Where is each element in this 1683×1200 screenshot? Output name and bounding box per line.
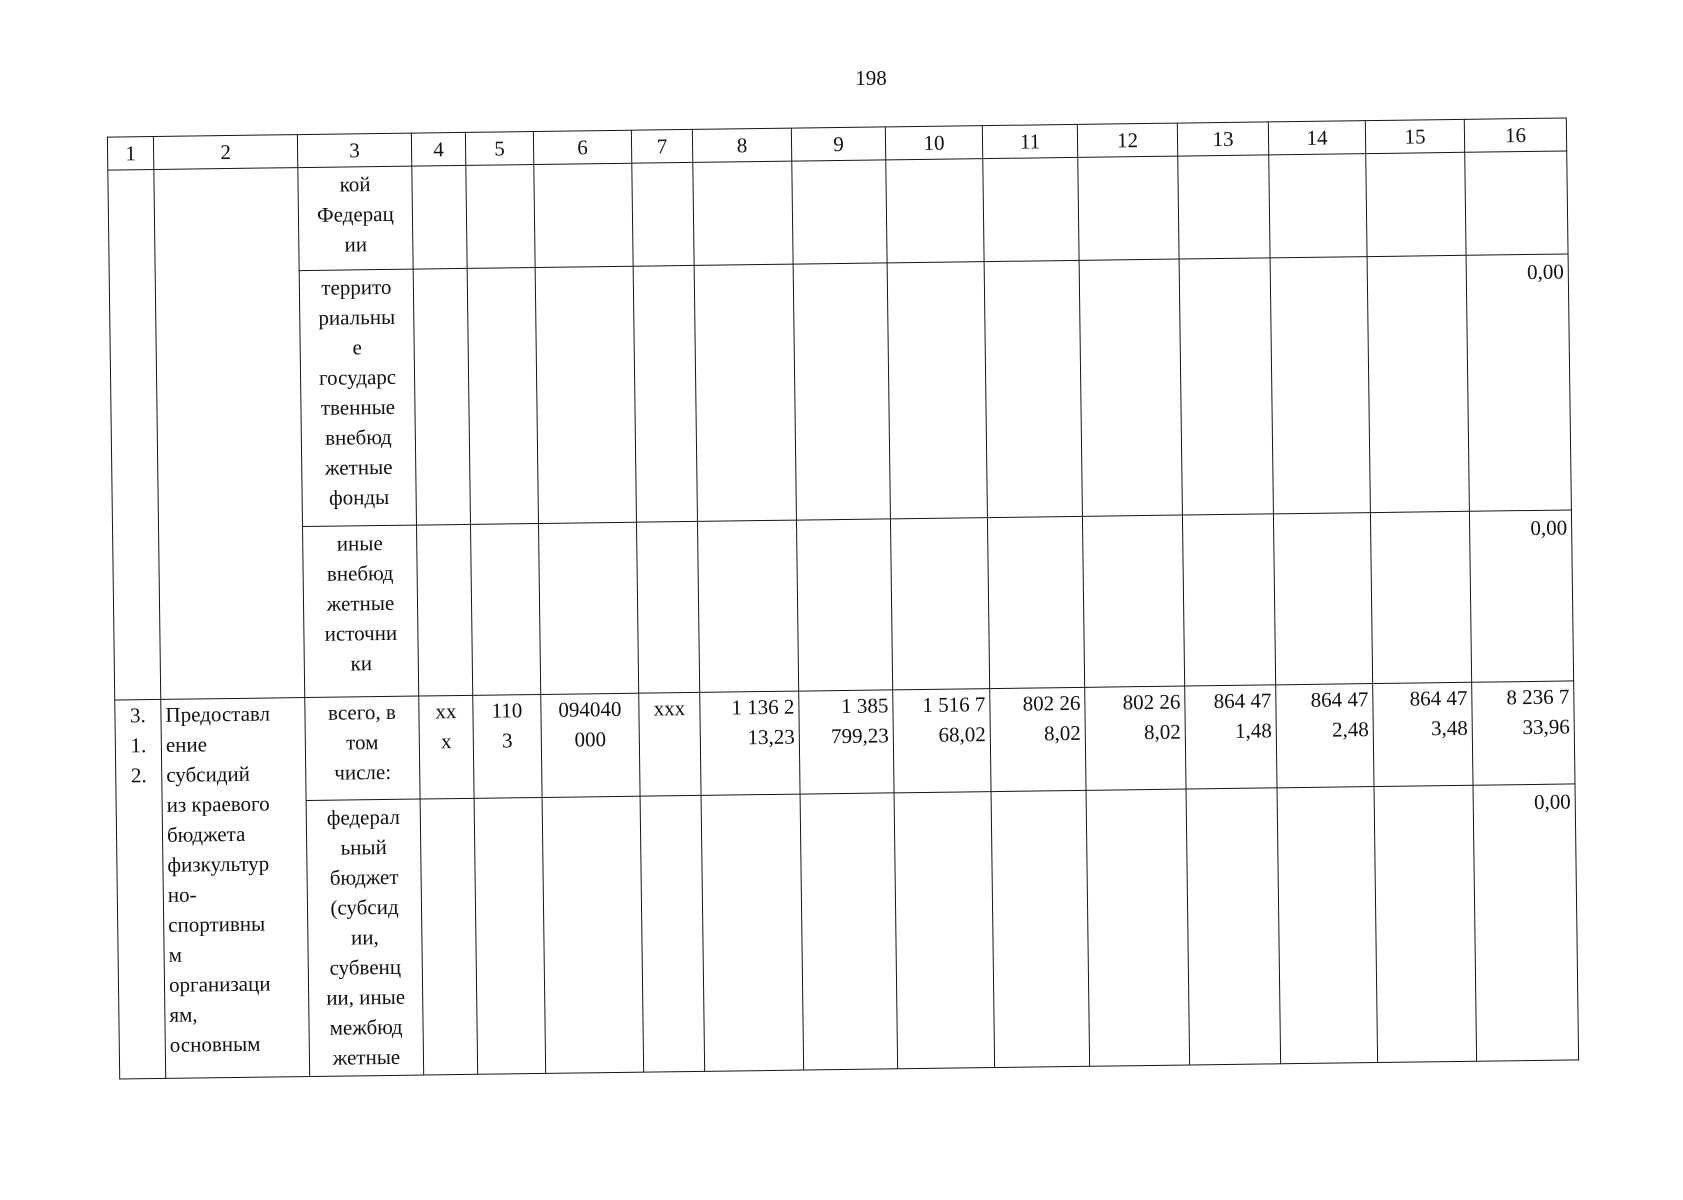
table-row: [109, 254, 1571, 529]
value-cell-c14: [1273, 513, 1372, 685]
value-cell-c7: [633, 265, 697, 522]
value-cell-c10: [894, 792, 995, 1069]
value-cell-c6: [542, 796, 644, 1073]
column-header-2: 2: [153, 135, 297, 170]
value-cell-c12: 802 26 8,02: [1085, 686, 1186, 790]
table-row: [108, 151, 1568, 273]
value-cell-c14: [1277, 787, 1378, 1064]
value-cell-c13: 864 47 1,48: [1185, 685, 1277, 789]
value-cell-c14: 864 47 2,48: [1276, 684, 1374, 788]
value-cell-c10: [890, 518, 989, 690]
page-number: 198: [855, 66, 887, 90]
value-cell-c13: [1186, 788, 1281, 1065]
value-cell-c11: [984, 260, 1082, 517]
value-cell-c8: [694, 264, 796, 521]
value-cell-c6: 094040 000: [541, 693, 640, 797]
value-cell-c16: 0,00: [1466, 254, 1571, 511]
value-cell-c9: [800, 793, 898, 1070]
value-cell-c4: [420, 798, 478, 1075]
value-cell-c7: ххх: [639, 692, 701, 796]
funding-source-cell: федерал ьный бюджет (субсид ии, субвенц ии, иные межбюд жетные: [306, 799, 424, 1076]
value-cell-c14: [1270, 257, 1370, 514]
row-number-cell: [108, 169, 161, 700]
value-cell-c12: [1086, 789, 1190, 1066]
row-number-cell: 3. 1. 2.: [115, 699, 166, 1079]
value-cell-c10: 1 516 7 68,02: [893, 689, 991, 793]
value-cell-c5: 110 3: [473, 694, 542, 798]
value-cell-c10: [887, 262, 987, 519]
value-cell-c15: [1367, 255, 1469, 512]
column-header-10: 10: [885, 126, 982, 160]
value-cell-c13: [1178, 155, 1270, 259]
value-cell-c10: [886, 159, 984, 263]
value-cell-c11: [983, 157, 1079, 261]
table-row: [115, 681, 1575, 803]
table-sheet: [107, 117, 1578, 1079]
value-cell-c6: [534, 163, 633, 267]
value-cell-c4: [412, 165, 467, 269]
value-cell-c14: [1269, 154, 1367, 258]
data-table: [107, 117, 1579, 1079]
value-cell-c8: 1 136 2 13,23: [700, 691, 800, 795]
value-cell-c9: [793, 263, 890, 520]
value-cell-c15: 864 47 3,48: [1373, 682, 1473, 786]
column-header-8: 8: [692, 128, 791, 162]
value-cell-c8: [701, 794, 804, 1071]
value-cell-c15: [1370, 511, 1471, 683]
column-header-1: 1: [107, 136, 153, 170]
column-header-7: 7: [631, 129, 692, 163]
value-cell-c12: [1082, 515, 1184, 687]
value-cell-c9: [792, 160, 887, 264]
table-row: [113, 510, 1574, 700]
column-header-5: 5: [465, 132, 533, 166]
column-header-14: 14: [1268, 121, 1365, 155]
value-cell-c6: [535, 266, 636, 523]
funding-source-cell: кой Федерац ии: [298, 166, 413, 270]
column-header-3: 3: [297, 133, 411, 167]
value-cell-c15: [1374, 785, 1477, 1062]
value-cell-c13: [1179, 258, 1273, 515]
row-title-cell: [154, 168, 305, 700]
value-cell-c12: [1079, 259, 1182, 516]
row-title-cell: Предоставл ение субсидий из краевого бюджета физкультур но- спортивны м организаци ям, основным: [161, 698, 310, 1079]
value-cell-c4: [417, 524, 473, 696]
column-header-13: 13: [1177, 122, 1268, 156]
value-cell-c8: [697, 520, 798, 692]
value-cell-c7: [636, 521, 699, 693]
column-header-9: 9: [791, 127, 885, 161]
value-cell-c5: [470, 523, 540, 695]
funding-source-cell: террито риальны е государс твенные внебюд жетные фонды: [299, 269, 416, 526]
value-cell-c5: [467, 267, 538, 524]
value-cell-c5: [474, 797, 546, 1074]
column-header-4: 4: [411, 132, 465, 166]
value-cell-c9: [796, 519, 892, 691]
value-cell-c13: [1182, 514, 1275, 686]
funding-source-cell: всего, в том числе:: [305, 696, 420, 800]
value-cell-c11: [987, 516, 1084, 688]
value-cell-c12: [1078, 156, 1179, 260]
column-header-6: 6: [533, 130, 631, 164]
value-cell-c8: [693, 161, 793, 265]
value-cell-c15: [1366, 152, 1466, 256]
column-header-15: 15: [1365, 119, 1464, 153]
funding-source-cell: иные внебюд жетные источни ки: [303, 525, 419, 697]
column-header-16: 16: [1464, 118, 1566, 152]
value-cell-c16: 0,00: [1473, 784, 1579, 1061]
table-row: [116, 784, 1578, 1079]
value-cell-c9: 1 385 799,23: [799, 690, 894, 794]
value-cell-c7: [640, 795, 705, 1072]
column-header-12: 12: [1077, 123, 1177, 157]
value-cell-c16: 0,00: [1469, 510, 1573, 682]
value-cell-c11: [991, 790, 1090, 1067]
value-cell-c4: хх х: [419, 695, 474, 799]
value-cell-c5: [466, 165, 535, 269]
value-cell-c16: [1465, 151, 1568, 255]
value-cell-c6: [538, 522, 638, 694]
column-header-11: 11: [982, 124, 1077, 158]
value-cell-c11: 802 26 8,02: [990, 687, 1086, 791]
value-cell-c4: [413, 268, 470, 525]
value-cell-c7: [632, 162, 694, 266]
value-cell-c16: 8 236 7 33,96: [1472, 681, 1575, 785]
